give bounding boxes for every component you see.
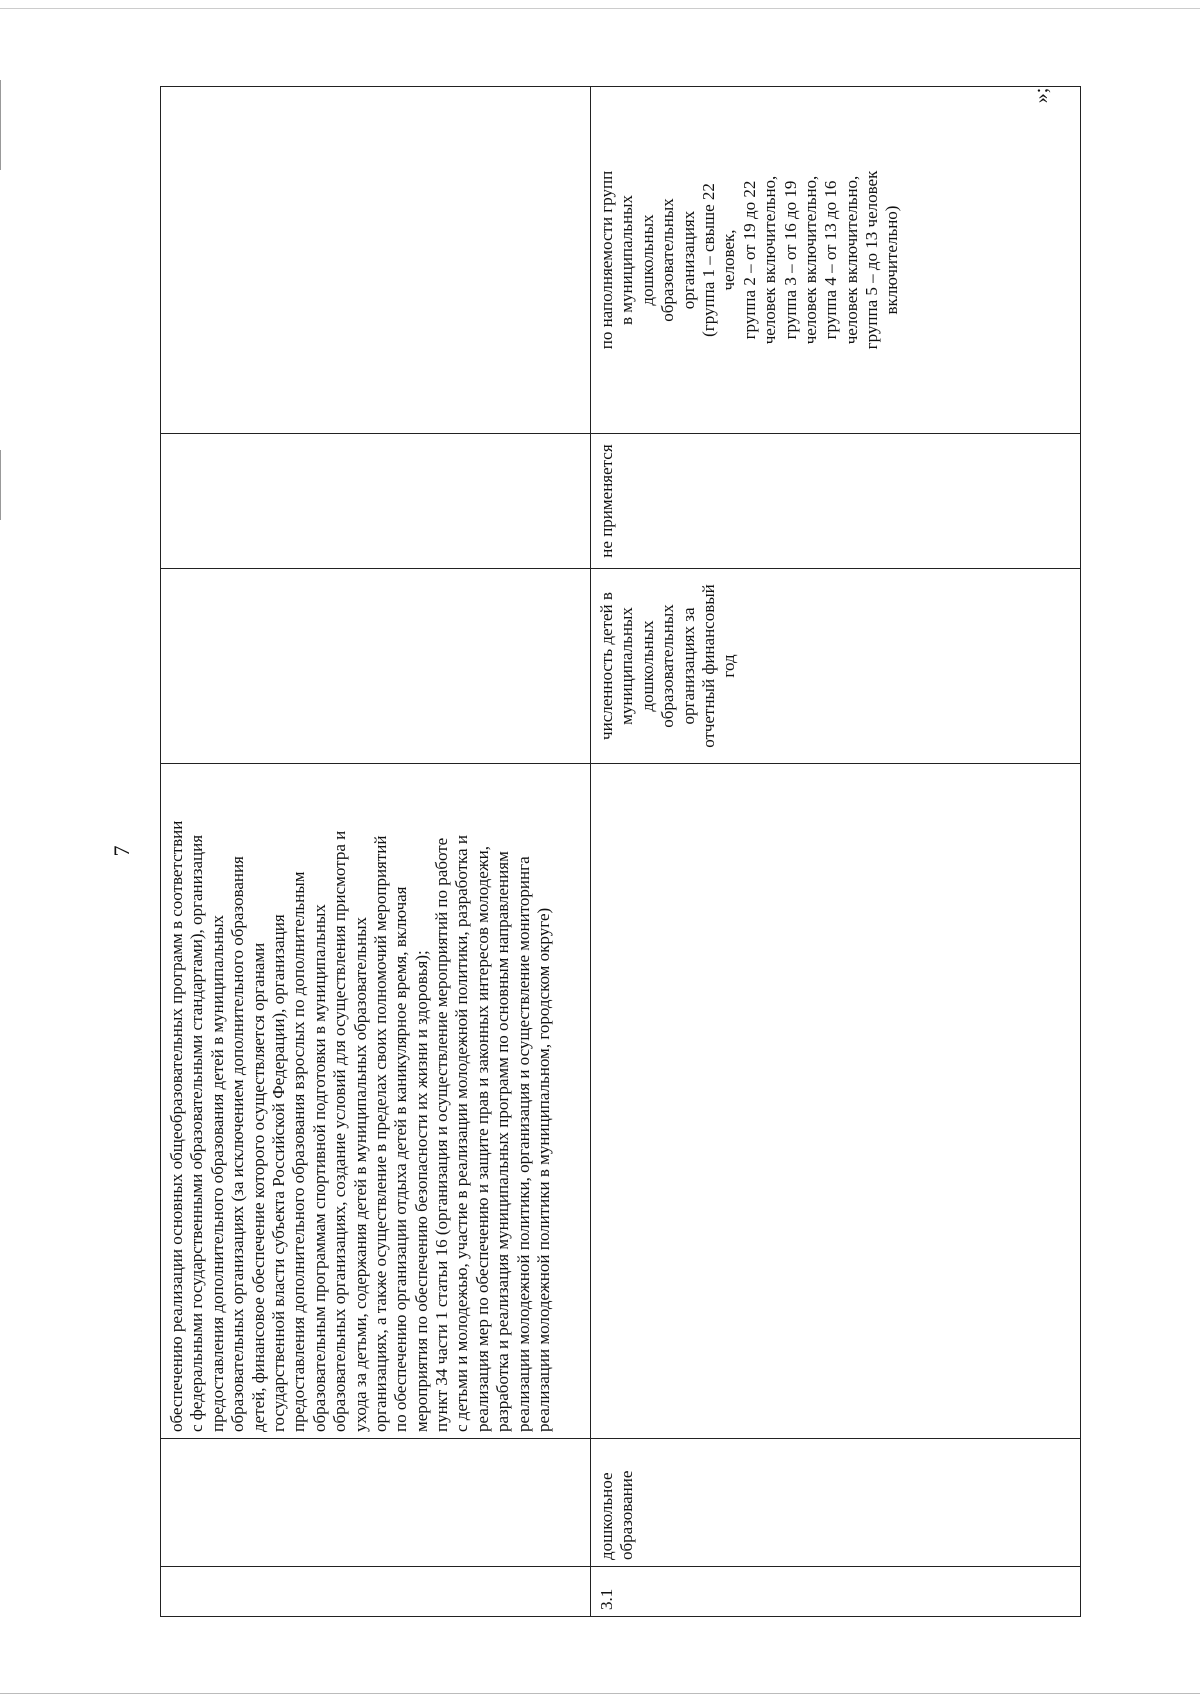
row-number: 3.1	[597, 1588, 616, 1610]
closing-mark: »;	[1030, 87, 1053, 104]
cell-description-empty	[591, 764, 1081, 1439]
cell-applicability	[591, 434, 1081, 569]
rotated-table-container	[160, 87, 1080, 1617]
cell-criterion-empty	[161, 87, 591, 434]
scan-edge-bottom	[0, 1693, 1200, 1694]
row-name: дошкольное образование	[597, 1470, 637, 1560]
document-table	[160, 86, 1081, 1617]
cell-name	[591, 1439, 1081, 1567]
scan-edge-left	[0, 80, 1, 170]
cell-indicator	[591, 569, 1081, 764]
scan-edge-left-lower	[0, 450, 1, 520]
cell-number	[591, 1567, 1081, 1617]
cell-indicator-empty	[161, 569, 591, 764]
table-row	[161, 87, 591, 1617]
description-text: обеспечению реализации основных общеобразовательных программ в соответствии с федеральными государственными образовательными стандартами), организация предоставления дополнительного образования детей в муниципальных образовательных организациях (за исключением дополнительного образования детей, финансовое обеспечение которого осуществляется органами государственной власти субъекта Российской Федерации), организация предоставления дополнительного образования взрослых по дополнительным образовательным программам спортивной подготовки в муниципальных образовательных организациях, создание условий для осуществления присмотра и ухода за детьми, содержания детей в муниципальных образовательных организациях, а также осуществление в пределах своих полномочий мероприятий по обеспечению организации отдыха детей в каникулярное время, включая мероприятия по обеспечению безопасности их жизни и здоровья); пункт 34 части 1 статьи 16 (организация и осуществление мероприятий по работе с детьми и молодежью, участие в реализации молодежной политики, разработка и реализация мер по обеспечению и защите прав и законных интересов молодежи, разработка и реализация муниципальных программ по основным направлениям реализации молодежной политики, организация и осуществление мониторинга реализации молодежной политики в муниципальном, городском округе)	[167, 820, 554, 1432]
cell-number-empty	[161, 1567, 591, 1617]
cell-name-empty	[161, 1439, 591, 1567]
indicator-text: численность детей в муниципальных дошкольных образовательных организациях за отчетный финансовый год	[597, 584, 739, 748]
cell-description	[161, 764, 591, 1439]
cell-criterion	[591, 87, 1081, 434]
applicability-text: не применяется	[597, 444, 616, 558]
scan-edge-top	[0, 8, 1200, 9]
cell-applicability-empty	[161, 434, 591, 569]
page-number: 7	[109, 845, 134, 857]
criterion-text: по наполняемости групп в муниципальных дошкольных образовательных организациях (группа 1 – свыше 22 человек, группа 2 – от 19 до 22 человек включительно, группа 3 – от 16 до 19 человек включительно, группа 4 – от 13 до 16 человек включительно, группа 5 – до 13 человек включительно)	[597, 170, 902, 350]
table-row	[591, 87, 1081, 1617]
